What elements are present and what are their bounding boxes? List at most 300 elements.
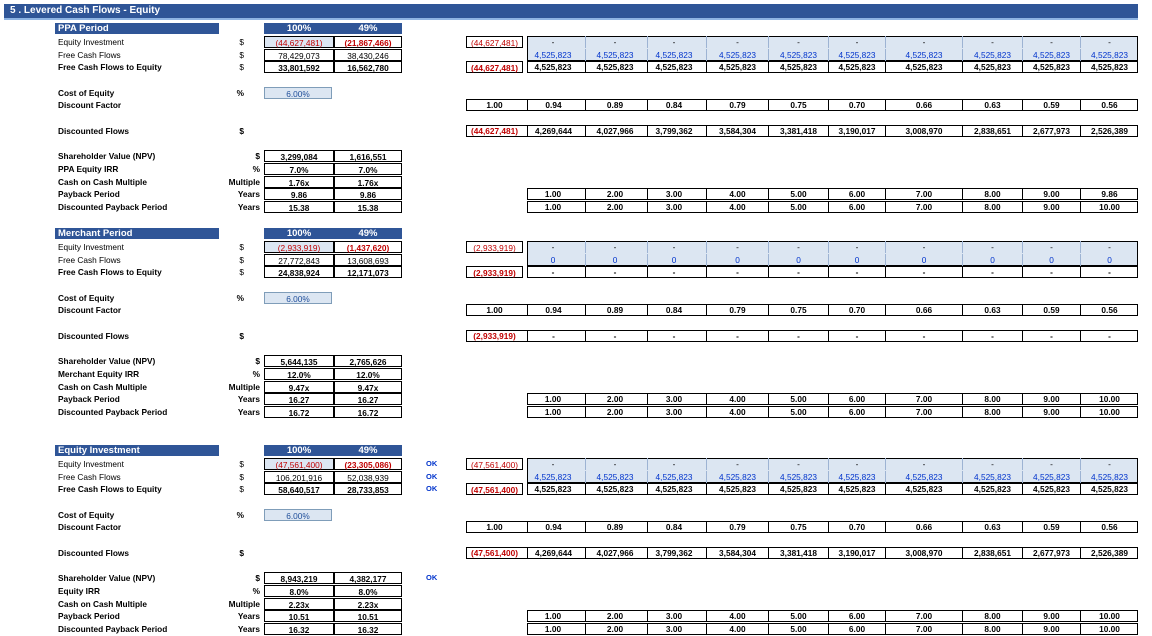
row-label: Equity Investment bbox=[58, 37, 124, 47]
metric-label: Cash on Cash Multiple bbox=[58, 381, 147, 392]
grid-equity-cell: - bbox=[1022, 36, 1080, 48]
metric-100-cell: 3,299,084 bbox=[264, 150, 334, 162]
grid-dflows-cell: 4,269,644 bbox=[527, 125, 579, 137]
cost-of-equity-label: Cost of Equity bbox=[58, 510, 115, 520]
value-49-cell: 16,562,780 bbox=[334, 61, 402, 73]
grid-payback-cell: 9.86 bbox=[1080, 188, 1138, 200]
metric-100-cell: 10.51 bbox=[264, 610, 334, 622]
grid-fcfe-cell: 4,525,823 bbox=[534, 484, 572, 494]
grid-df-cell: 0.94 bbox=[527, 521, 579, 533]
grid-payback-cell: 9.00 bbox=[1022, 610, 1080, 622]
metric-label: Shareholder Value (NPV) bbox=[58, 151, 156, 161]
grid-equity-cell: - bbox=[1080, 241, 1138, 253]
grid-disc_payback-cell: 9.00 bbox=[1022, 406, 1080, 418]
grid-dflows-cell: - bbox=[885, 330, 962, 342]
metric-100-cell: 15.38 bbox=[264, 201, 334, 213]
grid-fcf-cell: 4,525,823 bbox=[534, 471, 572, 482]
grid-dflows-cell: 3,008,970 bbox=[885, 547, 962, 559]
ok-flag: OK bbox=[426, 459, 438, 468]
grid-disc_payback-cell: 9.00 bbox=[1022, 623, 1080, 635]
grid-fcf-cell: 4,525,823 bbox=[585, 471, 644, 483]
grid-fcf-cell: 4,525,823 bbox=[647, 49, 700, 61]
value-100-cell: 24,838,924 bbox=[264, 266, 334, 278]
grid-fcfe-cell: 4,525,823 bbox=[885, 61, 962, 73]
unit-label: $ bbox=[255, 573, 260, 583]
grid-fcf-cell: 4,525,823 bbox=[1080, 471, 1138, 483]
cost-of-equity-input[interactable]: 6.00% bbox=[264, 87, 332, 99]
grid-fcfe-cell: 4,525,823 bbox=[962, 61, 1022, 73]
grid-df-cell: 0.70 bbox=[828, 304, 885, 316]
grid-dflows-cell: 4,027,966 bbox=[585, 125, 644, 137]
grid-dflows-cell: 2,526,389 bbox=[1080, 547, 1138, 559]
column-header-49: 49% bbox=[334, 445, 402, 456]
ok-flag-npv: OK bbox=[426, 573, 438, 582]
grid-df-cell: 0.63 bbox=[962, 304, 1022, 316]
section-header: Equity Investment bbox=[55, 445, 219, 456]
grid-df-cell: 0.89 bbox=[585, 99, 644, 111]
grid-fcfe-cell: 4,525,823 bbox=[828, 61, 885, 73]
grid-df-cell: 0.79 bbox=[706, 521, 768, 533]
grid-fcf-cell: 0 bbox=[885, 254, 962, 266]
grid-fcfe-cell: 4,525,823 bbox=[768, 483, 828, 495]
grid-equity-cell: - bbox=[962, 36, 1022, 48]
unit-label: $ bbox=[239, 459, 244, 469]
grid-payback-cell: 5.00 bbox=[768, 188, 828, 200]
unit-label: $ bbox=[239, 484, 244, 494]
grid-disc_payback-cell: 10.00 bbox=[1080, 623, 1138, 635]
unit-label: Years bbox=[237, 202, 260, 213]
metric-49-cell: 7.0% bbox=[334, 163, 402, 175]
discounted-flows-label: Discounted Flows bbox=[58, 331, 129, 341]
column-header-100: 100% bbox=[264, 445, 334, 456]
cost-of-equity-input[interactable]: 6.00% bbox=[264, 509, 332, 521]
grid-equity-cell: - bbox=[768, 241, 828, 253]
grid-equity-cell: - bbox=[768, 458, 828, 470]
grid-df-cell: 0.75 bbox=[768, 304, 828, 316]
metric-49-cell: 16.27 bbox=[334, 393, 402, 405]
value-100-cell: 27,772,843 bbox=[264, 254, 334, 266]
grid-dflows-cell: 4,269,644 bbox=[527, 547, 579, 559]
grid-dflows-cell: - bbox=[1022, 330, 1080, 342]
grid-df-cell: 0.79 bbox=[706, 99, 768, 111]
grid-fcf-cell: 0 bbox=[550, 254, 556, 265]
unit-label: Years bbox=[237, 624, 260, 635]
metric-100-cell: 9.86 bbox=[264, 188, 334, 200]
unit-label: $ bbox=[239, 267, 244, 277]
grid-disc_payback-cell: 5.00 bbox=[768, 406, 828, 418]
row-label: Equity Investment bbox=[58, 242, 124, 252]
grid-dflows-cell: 3,008,970 bbox=[885, 125, 962, 137]
grid-payback-cell: 5.00 bbox=[768, 393, 828, 405]
metric-49-cell: 10.51 bbox=[334, 610, 402, 622]
grid-equity-cell: - bbox=[1022, 241, 1080, 253]
grid-fcfe-cell: 4,525,823 bbox=[647, 483, 700, 495]
row-label: Equity Investment bbox=[58, 459, 124, 469]
grid-fcf-cell: 0 bbox=[1022, 254, 1080, 266]
grid-df-cell: 0.94 bbox=[527, 99, 579, 111]
unit-label: $ bbox=[239, 471, 244, 482]
grid-df-cell: 0.89 bbox=[585, 521, 644, 533]
metric-100-cell: 12.0% bbox=[264, 368, 334, 380]
grid-equity-cell: - bbox=[828, 458, 885, 470]
metric-label: Payback Period bbox=[58, 394, 120, 405]
metric-49-cell: 9.86 bbox=[334, 188, 402, 200]
grid-payback-cell: 9.00 bbox=[1022, 393, 1080, 405]
ok-flag: OK bbox=[426, 484, 438, 493]
grid-payback-cell: 6.00 bbox=[828, 188, 885, 200]
metric-49-cell: 15.38 bbox=[334, 201, 402, 213]
metric-100-cell: 8,943,219 bbox=[264, 572, 334, 584]
grid-fcfe-cell: - bbox=[885, 266, 962, 278]
grid-fcfe-cell: - bbox=[706, 266, 768, 278]
grid-payback-cell: 7.00 bbox=[885, 393, 962, 405]
row-label: Free Cash Flows bbox=[58, 471, 121, 482]
grid-dflows-cell: 3,799,362 bbox=[647, 547, 700, 559]
grid-df-cell: 1.00 bbox=[486, 100, 503, 110]
grid-disc_payback-cell: 4.00 bbox=[706, 406, 768, 418]
grid-df-cell: 0.59 bbox=[1022, 99, 1080, 111]
grid-equity-cell: - bbox=[551, 459, 555, 469]
grid-payback-cell: 2.00 bbox=[585, 393, 644, 405]
grid-equity-cell: - bbox=[706, 241, 768, 253]
metric-label: Discounted Payback Period bbox=[58, 202, 168, 213]
unit-label: $ bbox=[239, 331, 244, 341]
grid-disc_payback-cell: 6.00 bbox=[828, 623, 885, 635]
grid-dflows-cell: 3,799,362 bbox=[647, 125, 700, 137]
discount-factor-label: Discount Factor bbox=[58, 522, 122, 532]
grid-disc_payback-cell: 7.00 bbox=[885, 201, 962, 213]
grid-equity-cell: - bbox=[962, 458, 1022, 470]
grid-fcfe-cell: 4,525,823 bbox=[1080, 483, 1138, 495]
grid-fcfe-cell: 4,525,823 bbox=[1022, 483, 1080, 495]
grid-fcf-cell: 0 bbox=[828, 254, 885, 266]
cost-of-equity-input[interactable]: 6.00% bbox=[264, 292, 332, 304]
grid-fcfe-cell: 4,525,823 bbox=[534, 62, 572, 72]
grid-payback-cell: 8.00 bbox=[962, 188, 1022, 200]
grid-dflows-cell: - bbox=[828, 330, 885, 342]
grid-dflows-cell: (47,561,400) bbox=[470, 548, 519, 558]
unit-label: % bbox=[252, 163, 260, 174]
grid-payback-cell: 8.00 bbox=[962, 393, 1022, 405]
grid-payback-cell: 3.00 bbox=[647, 393, 700, 405]
grid-equity-cell: - bbox=[647, 36, 700, 48]
unit-label: % bbox=[236, 510, 244, 520]
grid-fcf-cell: 0 bbox=[585, 254, 644, 266]
unit-label: $ bbox=[255, 356, 260, 366]
grid-fcfe-cell: 4,525,823 bbox=[1080, 61, 1138, 73]
grid-fcfe-cell: - bbox=[1080, 266, 1138, 278]
grid-fcfe-cell: - bbox=[1022, 266, 1080, 278]
grid-df-cell: 0.84 bbox=[647, 521, 700, 533]
grid-fcf-cell: 4,525,823 bbox=[768, 49, 828, 61]
grid-payback-cell: 1.00 bbox=[544, 189, 562, 200]
metric-100-cell: 1.76x bbox=[264, 176, 334, 188]
grid-df-cell: 0.84 bbox=[647, 99, 700, 111]
grid-fcfe-cell: 4,525,823 bbox=[706, 483, 768, 495]
value-49-cell: 12,171,073 bbox=[334, 266, 402, 278]
grid-payback-cell: 4.00 bbox=[706, 610, 768, 622]
unit-label: Years bbox=[237, 394, 260, 405]
value-49-cell: 28,733,853 bbox=[334, 483, 402, 495]
metric-49-cell: 4,382,177 bbox=[334, 572, 402, 584]
grid-fcfe-cell: 4,525,823 bbox=[885, 483, 962, 495]
metric-label: Equity IRR bbox=[58, 585, 100, 596]
value-49-cell: (21,867,466) bbox=[334, 36, 402, 48]
grid-df-cell: 0.59 bbox=[1022, 521, 1080, 533]
grid-fcfe-cell: 4,525,823 bbox=[585, 61, 644, 73]
grid-disc_payback-cell: 2.00 bbox=[585, 406, 644, 418]
grid-dflows-cell: - bbox=[962, 330, 1022, 342]
grid-fcf-cell: 0 bbox=[962, 254, 1022, 266]
unit-label: $ bbox=[239, 548, 244, 558]
grid-equity-cell: - bbox=[585, 241, 644, 253]
grid-df-cell: 0.70 bbox=[828, 521, 885, 533]
metric-label: Discounted Payback Period bbox=[58, 624, 168, 635]
grid-dflows-cell: 2,677,973 bbox=[1022, 547, 1080, 559]
grid-equity-cell: - bbox=[551, 37, 555, 47]
column-header-49: 49% bbox=[334, 23, 402, 34]
metric-label: PPA Equity IRR bbox=[58, 163, 119, 174]
grid-payback-cell: 3.00 bbox=[647, 610, 700, 622]
cost-of-equity-label: Cost of Equity bbox=[58, 293, 115, 303]
value-100-cell[interactable]: (2,933,919) bbox=[264, 241, 334, 253]
grid-dflows-cell: 2,677,973 bbox=[1022, 125, 1080, 137]
unit-label: $ bbox=[239, 49, 244, 60]
grid-df-cell: 0.75 bbox=[768, 521, 828, 533]
unit-label: $ bbox=[239, 242, 244, 252]
grid-payback-cell: 4.00 bbox=[706, 188, 768, 200]
grid-dflows-cell: (2,933,919) bbox=[473, 331, 516, 341]
metric-49-cell: 1.76x bbox=[334, 176, 402, 188]
grid-df-cell: 1.00 bbox=[486, 305, 503, 315]
grid-fcfe-cell: 4,525,823 bbox=[706, 61, 768, 73]
grid-payback-cell: 4.00 bbox=[706, 393, 768, 405]
grid-equity-cell: - bbox=[1080, 36, 1138, 48]
row-label: Free Cash Flows to Equity bbox=[58, 62, 162, 72]
metric-100-cell: 16.27 bbox=[264, 393, 334, 405]
grid-equity-cell: - bbox=[768, 36, 828, 48]
row-label: Free Cash Flows to Equity bbox=[58, 484, 162, 494]
value-49-cell: 52,038,939 bbox=[334, 471, 402, 483]
grid-equity-cell: - bbox=[962, 241, 1022, 253]
unit-label: Years bbox=[237, 611, 260, 622]
grid-df-cell: 0.63 bbox=[962, 521, 1022, 533]
grid-dflows-cell: - bbox=[1080, 330, 1138, 342]
row-label: Free Cash Flows bbox=[58, 254, 121, 265]
unit-label: Years bbox=[237, 189, 260, 200]
grid-equity-cell: - bbox=[885, 36, 962, 48]
value-100-cell: 106,201,916 bbox=[264, 471, 334, 483]
grid-fcf-cell: 0 bbox=[768, 254, 828, 266]
grid-dflows-cell: (44,627,481) bbox=[470, 126, 519, 136]
discounted-flows-label: Discounted Flows bbox=[58, 126, 129, 136]
grid-fcf-cell: 4,525,823 bbox=[885, 471, 962, 483]
grid-disc_payback-cell: 3.00 bbox=[647, 406, 700, 418]
value-100-cell: 33,801,592 bbox=[264, 61, 334, 73]
grid-dflows-cell: - bbox=[585, 330, 644, 342]
grid-disc_payback-cell: 3.00 bbox=[647, 201, 700, 213]
grid-dflows-cell: 3,584,304 bbox=[706, 125, 768, 137]
unit-label: Multiple bbox=[228, 381, 260, 392]
grid-dflows-cell: 3,381,418 bbox=[768, 547, 828, 559]
grid-df-cell: 0.66 bbox=[885, 99, 962, 111]
discounted-flows-label: Discounted Flows bbox=[58, 548, 129, 558]
unit-label: Multiple bbox=[228, 176, 260, 187]
grid-equity-cell: - bbox=[1022, 458, 1080, 470]
grid-equity-cell: - bbox=[585, 36, 644, 48]
grid-fcf-cell: 4,525,823 bbox=[1022, 49, 1080, 61]
value-100-cell: 58,640,517 bbox=[264, 483, 334, 495]
grid-disc_payback-cell: 5.00 bbox=[768, 201, 828, 213]
grid-payback-cell: 10.00 bbox=[1080, 393, 1138, 405]
grid-dflows-cell: 3,190,017 bbox=[828, 125, 885, 137]
grid-fcf-cell: 4,525,823 bbox=[1022, 471, 1080, 483]
value-100-cell[interactable]: (47,561,400) bbox=[264, 458, 334, 470]
grid-disc_payback-cell: 7.00 bbox=[885, 623, 962, 635]
grid-fcf-cell: 0 bbox=[647, 254, 700, 266]
grid-dflows-cell: 2,838,651 bbox=[962, 547, 1022, 559]
grid-df-cell: 0.75 bbox=[768, 99, 828, 111]
metric-label: Payback Period bbox=[58, 189, 120, 200]
grid-df-cell: 0.59 bbox=[1022, 304, 1080, 316]
unit-label: Years bbox=[237, 407, 260, 418]
metric-49-cell: 16.32 bbox=[334, 623, 402, 635]
grid-fcf-cell: 4,525,823 bbox=[706, 49, 768, 61]
value-49-cell: 38,430,246 bbox=[334, 49, 402, 61]
metric-100-cell: 16.32 bbox=[264, 623, 334, 635]
column-header-100: 100% bbox=[264, 23, 334, 34]
grid-payback-cell: 2.00 bbox=[585, 188, 644, 200]
unit-label: % bbox=[236, 88, 244, 98]
metric-label: Shareholder Value (NPV) bbox=[58, 573, 156, 583]
grid-fcfe-cell: - bbox=[768, 266, 828, 278]
grid-disc_payback-cell: 2.00 bbox=[585, 623, 644, 635]
grid-equity-cell: - bbox=[885, 241, 962, 253]
grid-df-cell: 0.63 bbox=[962, 99, 1022, 111]
grid-dflows-cell: 4,027,966 bbox=[585, 547, 644, 559]
row-label: Free Cash Flows to Equity bbox=[58, 267, 162, 277]
grid-payback-cell: 2.00 bbox=[585, 610, 644, 622]
grid-df-cell: 0.56 bbox=[1080, 521, 1138, 533]
grid-payback-cell: 9.00 bbox=[1022, 188, 1080, 200]
grid-payback-cell: 7.00 bbox=[885, 610, 962, 622]
grid-dflows-cell: - bbox=[768, 330, 828, 342]
grid-disc_payback-cell: 1.00 bbox=[544, 624, 562, 635]
grid-df-cell: 0.56 bbox=[1080, 304, 1138, 316]
metric-label: Shareholder Value (NPV) bbox=[58, 356, 156, 366]
grid-df-cell: 0.70 bbox=[828, 99, 885, 111]
grid-fcfe-cell: 4,525,823 bbox=[585, 483, 644, 495]
unit-label: $ bbox=[239, 37, 244, 47]
grid-disc_payback-cell: 9.00 bbox=[1022, 201, 1080, 213]
grid-fcf-cell: 4,525,823 bbox=[585, 49, 644, 61]
grid-equity-cell: - bbox=[885, 458, 962, 470]
metric-label: Cash on Cash Multiple bbox=[58, 598, 147, 609]
grid-fcfe-cell: 4,525,823 bbox=[647, 61, 700, 73]
metric-49-cell: 8.0% bbox=[334, 585, 402, 597]
grid-df-cell: 0.66 bbox=[885, 521, 962, 533]
unit-label: $ bbox=[239, 126, 244, 136]
metric-label: Payback Period bbox=[58, 611, 120, 622]
grid-dflows-cell: - bbox=[527, 330, 579, 342]
ok-flag: OK bbox=[426, 471, 438, 481]
section-header: Merchant Period bbox=[55, 228, 219, 239]
value-49-cell: (23,305,086) bbox=[334, 458, 402, 470]
grid-fcf-cell: 0 bbox=[1080, 254, 1138, 266]
unit-label: $ bbox=[255, 151, 260, 161]
grid-disc_payback-cell: 8.00 bbox=[962, 201, 1022, 213]
unit-label: % bbox=[236, 293, 244, 303]
grid-disc_payback-cell: 8.00 bbox=[962, 406, 1022, 418]
metric-100-cell: 2.23x bbox=[264, 598, 334, 610]
grid-fcf-cell: 4,525,823 bbox=[534, 49, 572, 60]
grid-fcf-cell: 4,525,823 bbox=[1080, 49, 1138, 61]
grid-equity-cell: - bbox=[647, 458, 700, 470]
grid-fcf-cell: 0 bbox=[706, 254, 768, 266]
grid-payback-cell: 7.00 bbox=[885, 188, 962, 200]
grid-dflows-cell: - bbox=[647, 330, 700, 342]
title-underline bbox=[4, 18, 1138, 20]
column-header-49: 49% bbox=[334, 228, 402, 239]
unit-label: % bbox=[252, 368, 260, 379]
metric-100-cell: 5,644,135 bbox=[264, 355, 334, 367]
grid-df-cell: 1.00 bbox=[486, 522, 503, 532]
grid-equity-cell: - bbox=[828, 36, 885, 48]
value-100-cell: 78,429,073 bbox=[264, 49, 334, 61]
row-label: Free Cash Flows bbox=[58, 49, 121, 60]
grid-equity-cell: - bbox=[1080, 458, 1138, 470]
grid-payback-cell: 1.00 bbox=[544, 394, 562, 405]
metric-label: Cash on Cash Multiple bbox=[58, 176, 147, 187]
metric-49-cell: 16.72 bbox=[334, 406, 402, 418]
grid-equity-cell: - bbox=[706, 458, 768, 470]
metric-49-cell: 1,616,551 bbox=[334, 150, 402, 162]
grid-dflows-cell: 2,526,389 bbox=[1080, 125, 1138, 137]
grid-dflows-cell: 3,190,017 bbox=[828, 547, 885, 559]
grid-dflows-cell: 2,838,651 bbox=[962, 125, 1022, 137]
grid-dflows-cell: - bbox=[706, 330, 768, 342]
metric-49-cell: 12.0% bbox=[334, 368, 402, 380]
grid-initial-fcfe: (2,933,919) bbox=[466, 266, 523, 278]
grid-df-cell: 0.56 bbox=[1080, 99, 1138, 111]
grid-disc_payback-cell: 8.00 bbox=[962, 623, 1022, 635]
metric-label: Discounted Payback Period bbox=[58, 407, 168, 418]
grid-disc_payback-cell: 6.00 bbox=[828, 406, 885, 418]
grid-fcfe-cell: - bbox=[585, 266, 644, 278]
grid-fcf-cell: 4,525,823 bbox=[828, 49, 885, 61]
grid-equity-cell: - bbox=[647, 241, 700, 253]
grid-payback-cell: 6.00 bbox=[828, 393, 885, 405]
grid-payback-cell: 1.00 bbox=[544, 611, 562, 622]
grid-payback-cell: 3.00 bbox=[647, 188, 700, 200]
grid-disc_payback-cell: 1.00 bbox=[544, 407, 562, 418]
value-100-cell[interactable]: (44,627,481) bbox=[264, 36, 334, 48]
unit-label: $ bbox=[239, 62, 244, 72]
grid-df-cell: 0.84 bbox=[647, 304, 700, 316]
cost-of-equity-label: Cost of Equity bbox=[58, 88, 115, 98]
grid-payback-cell: 8.00 bbox=[962, 610, 1022, 622]
grid-disc_payback-cell: 4.00 bbox=[706, 623, 768, 635]
value-49-cell: (1,437,620) bbox=[334, 241, 402, 253]
grid-fcf-cell: 4,525,823 bbox=[962, 49, 1022, 61]
grid-df-cell: 0.79 bbox=[706, 304, 768, 316]
grid-equity-cell: - bbox=[828, 241, 885, 253]
grid-equity-cell: - bbox=[585, 458, 644, 470]
grid-equity-cell: - bbox=[551, 242, 555, 252]
grid-disc_payback-cell: 10.00 bbox=[1080, 406, 1138, 418]
grid-fcfe-cell: - bbox=[828, 266, 885, 278]
grid-disc_payback-cell: 5.00 bbox=[768, 623, 828, 635]
